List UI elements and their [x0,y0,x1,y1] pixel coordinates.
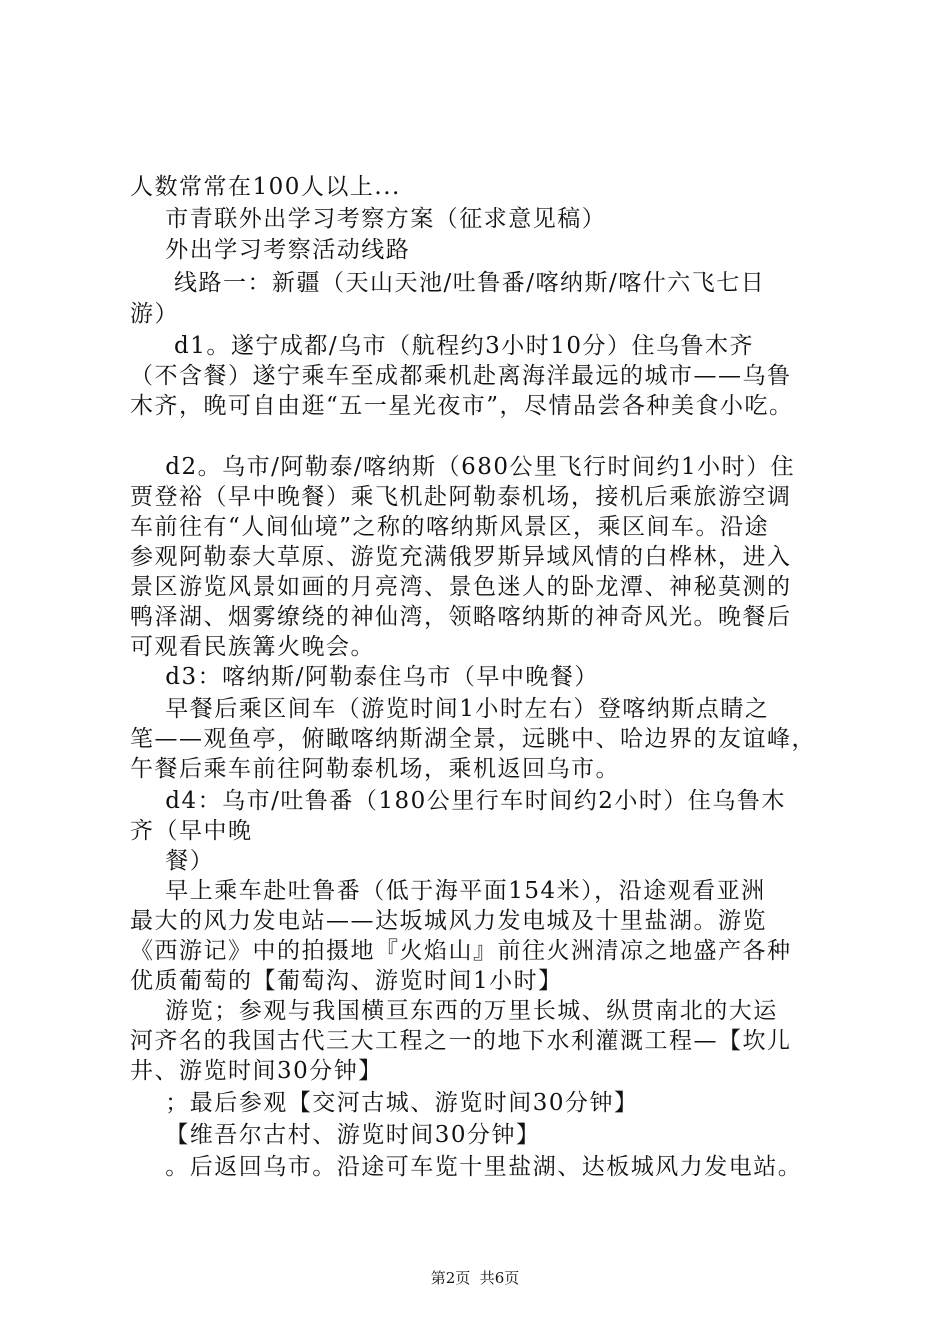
text-line: 游览；参观与我国横亘东西的万里长城、纵贯南北的大运 [130,998,778,1024]
text-line: 参观阿勒泰大草原、游览充满俄罗斯异域风情的白桦林，进入 [130,544,792,570]
text-line: 游） [130,301,179,327]
text-line: 木齐，晚可自由逛“五一星光夜市”，尽情品尝各种美食小吃。 [130,393,794,419]
text-line: 人数常常在100人以上... [130,174,401,200]
text-line: 井、游览时间30分钟】 [130,1058,383,1084]
text-line: d1。遂宁成都/乌市（航程约3小时10分）住乌鲁木齐 [130,333,755,359]
page-number-footer: 第2页 共6页 [430,1269,520,1287]
text-line: 【维吾尔古村、游览时间30分钟】 [130,1122,541,1148]
text-line: 线路一：新疆（天山天池/吐鲁番/喀纳斯/喀什六飞七日 [130,270,766,296]
text-line: 最大的风力发电站——达坂城风力发电城及十里盐湖。游览 [130,908,767,934]
text-line: 餐） [130,848,215,874]
text-line: 《西游记》中的拍摄地『火焰山』前往火洲清凉之地盛产各种 [130,938,792,964]
text-line: 。后返回乌市。沿途可车览十里盐湖、达板城风力发电站。 [130,1154,803,1180]
text-line: 早餐后乘区间车（游览时间1小时左右）登喀纳斯点睛之 [130,696,770,722]
text-line: d3：喀纳斯/阿勒泰住乌市（早中晚餐） [130,664,599,690]
text-line: 鸭泽湖、烟雾缭绕的神仙湾，领略喀纳斯的神奇风光。晚餐后 [130,604,792,630]
text-line: 景区游览风景如画的月亮湾、景色迷人的卧龙潭、神秘莫测的 [130,574,792,600]
text-line: 优质葡萄的【葡萄沟、游览时间1小时】 [130,968,563,994]
text-line: （不含餐）遂宁乘车至成都乘机赴离海洋最远的城市——乌鲁 [130,363,792,389]
text-line: 午餐后乘车前往阿勒泰机场，乘机返回乌市。 [130,756,620,782]
text-line: 市青联外出学习考察方案（征求意见稿） [130,206,607,232]
text-line: 贾登裕（早中晚餐）乘飞机赴阿勒泰机场，接机后乘旅游空调 [130,484,792,510]
text-line: ；最后参观【交河古城、游览时间30分钟】 [130,1090,639,1116]
text-line: d4：乌市/吐鲁番（180公里行车时间约2小时）住乌鲁木 [130,788,786,814]
text-line: 笔——观鱼亭，俯瞰喀纳斯湖全景，远眺中、哈边界的友谊峰， [130,726,816,752]
text-line: d2。乌市/阿勒泰/喀纳斯（680公里飞行时间约1小时）住 [130,454,796,480]
text-line: 外出学习考察活动线路 [130,237,411,263]
text-line: 河齐名的我国古代三大工程之一的地下水利灌溉工程—【坎儿 [130,1028,792,1054]
text-line: 可观看民族篝火晚会。 [130,634,375,660]
text-line: 齐（早中晚 [130,818,253,844]
text-line: 早上乘车赴吐鲁番（低于海平面154米），沿途观看亚洲 [130,878,766,904]
text-line: 车前往有“人间仙境”之称的喀纳斯风景区，乘区间车。沿途 [130,514,770,540]
